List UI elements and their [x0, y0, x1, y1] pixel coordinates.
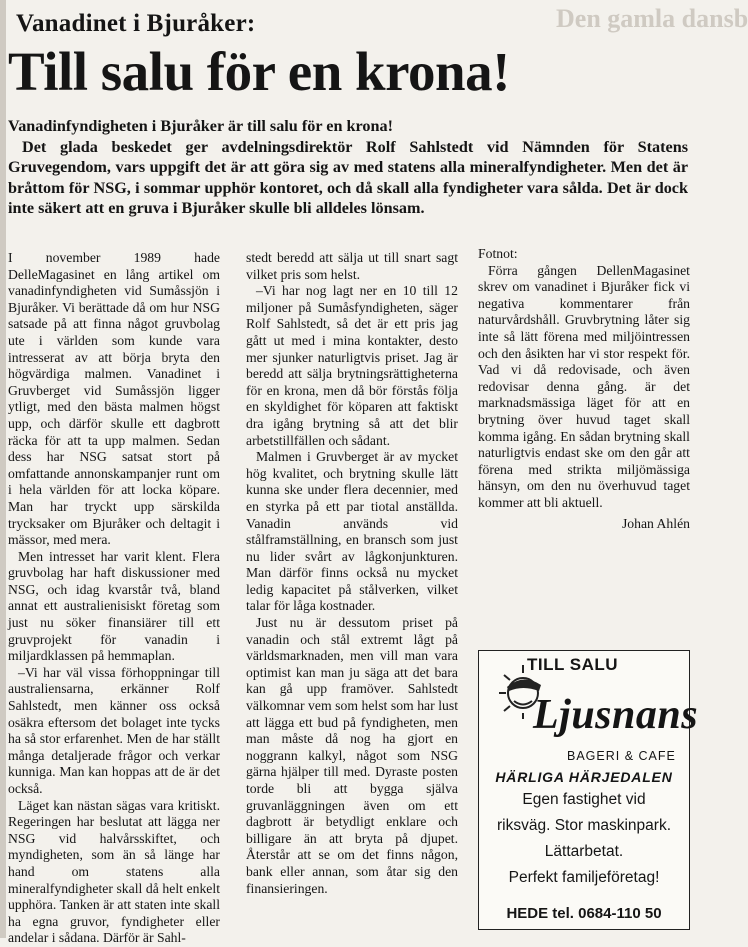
ad-logo: Ljusnans	[533, 692, 699, 738]
footnote-text: Förra gången DellenMagasinet skrev om vanadinet i Bjuråker fick vi negativa kommentarer från naturvårdshåll. Gruvbrytning låter sig inte så lätt förena med miljöintressen och den åsikten har vi stor respekt för. Vad vi då redovisade, och även redovisar denna gång. är det marknadsmässiga läget för att en brytning över huvud taget skall komma igång. En sådan brytning skall naturligtvis endast ske om den går att förena med strikta miljömässiga hänsyn, om den nu överhuvud taget kommer att bli aktuell.	[478, 262, 690, 510]
paragraph: Just nu är dessutom priset på vanadin och stål extremt lågt på världsmarknaden, men vill man vara optimist kan man ju säga att det bara kan gå upp framöver. Sahlstedt välkomnar vem som helst som har lust att lägga ett bud på fyndigheten, men man måste då nog ha gjort en noggrann kalkyl, något som NSG gärna hjälper till med. Dyraste posten torde bli att bygga själva gruvanläggningen även om ett dagbrott är betydligt enklare och billigare än att bryta på djupet. Återstår att se om det finns någon, bank eller annan, som åtar sig den finansieringen.	[246, 615, 458, 896]
article-column-1	[8, 250, 220, 947]
paragraph: –Vi har väl vissa förhoppningar till australiensarna, erkänner Rolf Sahlstedt, men känner oss också osäkra eftersom det bolaget inte tycks ha så stor erfarenhet. Men de har ställt många detaljerade frågor och verkar kunniga. Man kan hoppas att de är det också.	[8, 664, 220, 796]
paragraph: –Vi har nog lagt ner en 10 till 12 miljoner på Sumåsfyndigheten, säger Rolf Sahlstedt, så det är ett pris jag gått ut med i mina kontakter, desto mer sjunker naturligtvis priset. Jag är beredd att sälja brytningsrättigheterna för en krona, men då bör förstås följa en skyldighet för köparen att faktiskt dra igång brytning så att det blir arbetstillfällen och sådant.	[246, 283, 458, 448]
footnote-column	[478, 246, 690, 532]
ingress-body: Det glada beskedet ger avdelningsdirektör Rolf Sahlstedt vid Nämnden för Statens Gruvegendom, vars uppgift det är att göra sig av med statens alla mineralfyndigheter. Men det är bråttom för NSG, i sommar upphör kontoret, och då skall alla fyndigheter vara sålda. Det är dock inte säkert att en gruva i Bjuråker skulle bli alldeles lönsam.	[8, 137, 688, 218]
adjacent-article-heading: Den gamla dansb	[556, 4, 748, 33]
adjacent-page-edge	[0, 0, 6, 938]
paragraph: I november 1989 hade DelleMagasinet en lång artikel om vanadinfyndigheten vid Sumåssjön i Bjuråker. Vi berättade då om hur NSG satsade på att finna något gruvbolag ute i världen som kunde vara intresserat av att börja bryta den högvärdiga malmen. Vanadinet i Gruvberget vid Sumåssjön ligger ytligt, med den bästa malmen högst upp, och därför skulle ett dagbrott räcka för att ta upp malmen. Sedan dess har NSG satsat stort på omfattande annonskampanjer runt om i hela världen för att locka köpare. Man har tryckt upp särskilda trycksaker om Bjuråker och deltagit i mässor, med mera.	[8, 250, 220, 548]
ad-line: riksväg. Stor maskinpark.	[497, 817, 671, 834]
paragraph: Läget kan nästan sägas vara kritiskt. Regeringen har beslutat att lägga ner NSG vid halvårsskiftet, och myndigheten, som än så länge har hand om statens alla mineralfyndigheter skall då helt enkelt upphöra. Tanken är att staten inte skall ha egna gruvor, fyndigheter eller andelar i sådana. Därför är Sahl-	[8, 797, 220, 946]
ad-title: TILL SALU	[527, 655, 619, 674]
ad-line: Lättarbetat.	[544, 843, 624, 860]
paragraph: Men intresset har varit klent. Flera gruvbolag har haft diskussioner med NSG, och idag kvarstår två, bland annat ett australienisiskt företag som just nu söker finansiärer till ett gruvprojekt för vanadin i miljardklassen på hemmaplan.	[8, 548, 220, 664]
article-column-2	[246, 250, 458, 897]
ad-line: Egen fastighet vid	[522, 791, 646, 808]
ingress-lead: Vanadinfyndigheten i Bjuråker är till salu för en krona!	[8, 117, 393, 135]
article-kicker: Vanadinet i Bjuråker:	[16, 10, 256, 37]
footnote-label: Fotnot:	[478, 246, 518, 261]
article-headline: Till salu för en krona!	[8, 41, 510, 102]
ad-line: Perfekt familjeföretag!	[508, 869, 660, 886]
ad-phone: HEDE tel. 0684-110 50	[506, 905, 662, 922]
article-ingress	[8, 116, 688, 219]
paragraph: Malmen i Gruvberget är av mycket hög kvalitet, och brytning skulle lätt kunna ske under flera decennier, med en styrka på ett par tiotal anställda. Vanadin används vid stålframställning, en bransch som just nu lider svårt av lågkonjunkturen. Man därför finns också nu mycket ledig kapacitet på stålverken, vilket talar för låga kostnader.	[246, 449, 458, 614]
classified-ad	[478, 650, 699, 930]
paragraph: stedt beredd att sälja ut till snart sagt vilket pris som helst.	[246, 250, 458, 282]
ad-region: HÄRLIGA HÄRJEDALEN	[495, 769, 673, 785]
author-byline: Johan Ahlén	[621, 515, 690, 531]
ad-subtitle: BAGERI & CAFE	[567, 749, 676, 763]
